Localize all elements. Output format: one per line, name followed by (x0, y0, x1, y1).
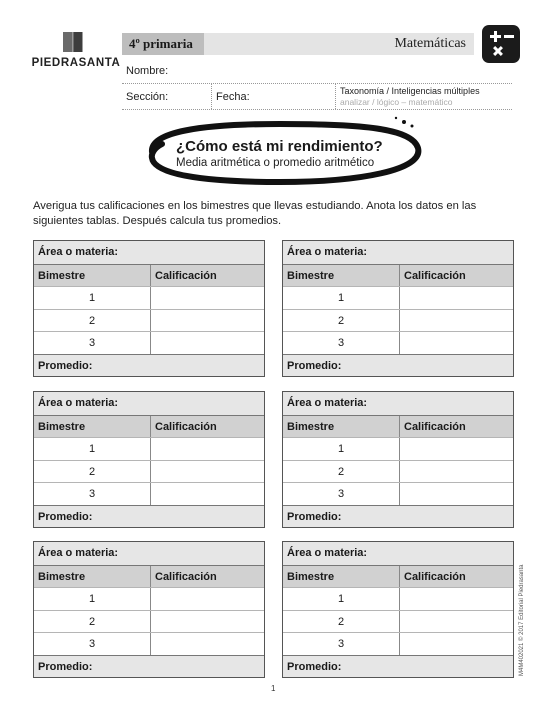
column-header-row (34, 415, 264, 438)
table-row (34, 610, 264, 633)
bimestre-number: 1 (337, 292, 345, 304)
table-row (34, 632, 264, 655)
column-header-row (283, 415, 513, 438)
grade-table (33, 240, 265, 377)
column-header-calificacion: Calificación (150, 566, 264, 588)
bimestre-number: 3 (88, 337, 96, 349)
name-row (122, 58, 512, 84)
bimestre-number: 1 (88, 443, 96, 455)
grade-cell[interactable] (150, 310, 264, 332)
column-header-bimestre: Bimestre (287, 269, 335, 282)
column-header-bimestre: Bimestre (38, 570, 86, 583)
column-header-bimestre: Bimestre (287, 570, 335, 583)
bimestre-number: 2 (88, 615, 96, 628)
bimestre-number: 2 (337, 465, 345, 478)
column-header-row (283, 565, 513, 588)
average-row (283, 655, 513, 678)
table-row (283, 460, 513, 483)
column-header-row (283, 264, 513, 287)
bimestre-number: 2 (337, 314, 345, 327)
table-row (283, 587, 513, 610)
instructions-text: Averigua tus calificaciones en los bimestres que llevas estudiando. Anota los datos en las siguientes tablas. Después calcula tus promedios. (33, 200, 477, 227)
grade-cell[interactable] (399, 287, 513, 309)
area-label: Área o materia: (38, 397, 119, 409)
average-row (34, 505, 264, 528)
activity-subtitle: Media aritmética o promedio aritmético (176, 157, 375, 169)
column-header-row (34, 565, 264, 588)
grade-cell[interactable] (150, 588, 264, 610)
grade-label: 4º primaria (122, 33, 204, 55)
average-label: Promedio: (287, 660, 342, 673)
column-header-bimestre: Bimestre (38, 420, 86, 433)
grade-table (33, 391, 265, 528)
grade-cell[interactable] (399, 588, 513, 610)
grade-cell[interactable] (150, 633, 264, 655)
divider (335, 84, 336, 109)
bimestre-number: 2 (88, 465, 96, 478)
section-label: Sección: (126, 91, 169, 103)
area-label: Área o materia: (287, 246, 368, 258)
average-label: Promedio: (287, 359, 342, 372)
bimestre-number: 1 (88, 593, 96, 605)
table-row (34, 587, 264, 610)
publisher-logo (30, 30, 122, 70)
taxonomy-title: Taxonomía / Inteligencias múltiples (340, 86, 480, 96)
table-row (34, 331, 264, 354)
table-row (283, 610, 513, 633)
side-credit: M4M402021 © 2017 Editorial Piedrasanta (519, 564, 525, 676)
grade-cell[interactable] (399, 483, 513, 505)
area-row (283, 392, 513, 415)
book-icon (61, 30, 85, 54)
grade-table (282, 391, 514, 528)
average-row (283, 505, 513, 528)
column-header-calificacion: Calificación (399, 265, 513, 287)
area-label: Área o materia: (287, 397, 368, 409)
bimestre-number: 3 (337, 337, 345, 349)
area-row (283, 542, 513, 565)
bimestre-number: 1 (337, 593, 345, 605)
bimestre-number: 3 (88, 638, 96, 650)
grade-cell[interactable] (150, 483, 264, 505)
average-label: Promedio: (38, 660, 93, 673)
subject-label: Matemáticas (394, 36, 466, 51)
grade-cell[interactable] (150, 438, 264, 460)
column-header-calificacion: Calificación (399, 416, 513, 438)
table-row (283, 331, 513, 354)
average-row (34, 655, 264, 678)
area-row (34, 542, 264, 565)
publisher-name: PIEDRASANTA (31, 57, 121, 69)
bimestre-number: 3 (337, 638, 345, 650)
table-row (34, 460, 264, 483)
activity-title: ¿Cómo está mi rendimiento? (176, 138, 383, 155)
bimestre-number: 3 (88, 488, 96, 500)
table-row (283, 437, 513, 460)
column-header-calificacion: Calificación (150, 265, 264, 287)
table-row (283, 309, 513, 332)
grade-cell[interactable] (150, 332, 264, 354)
area-label: Área o materia: (287, 547, 368, 559)
bimestre-number: 3 (337, 488, 345, 500)
column-header-calificacion: Calificación (150, 416, 264, 438)
name-label: Nombre: (126, 65, 169, 77)
grade-cell[interactable] (399, 310, 513, 332)
average-row (34, 354, 264, 377)
table-row (34, 286, 264, 309)
table-row (34, 437, 264, 460)
bimestre-number: 2 (88, 314, 96, 327)
table-row (283, 632, 513, 655)
column-header-bimestre: Bimestre (287, 420, 335, 433)
average-row (283, 354, 513, 377)
grade-cell[interactable] (150, 611, 264, 633)
grade-cell[interactable] (399, 633, 513, 655)
bimestre-number: 2 (337, 615, 345, 628)
average-label: Promedio: (38, 359, 93, 372)
divider (211, 84, 212, 109)
grade-cell[interactable] (399, 611, 513, 633)
grade-cell[interactable] (399, 461, 513, 483)
page-number: 1 (271, 684, 276, 693)
column-header-row (34, 264, 264, 287)
table-row (34, 482, 264, 505)
grade-table (33, 541, 265, 678)
section-date-row (122, 84, 512, 110)
grade-table (282, 541, 514, 678)
area-label: Área o materia: (38, 246, 119, 258)
grade-cell[interactable] (399, 332, 513, 354)
column-header-calificacion: Calificación (399, 566, 513, 588)
grade-table (282, 240, 514, 377)
average-label: Promedio: (38, 510, 93, 523)
area-row (283, 241, 513, 264)
average-label: Promedio: (287, 510, 342, 523)
table-row (283, 482, 513, 505)
area-label: Área o materia: (38, 547, 119, 559)
taxonomy-subtitle: analizar / lógico – matemático (340, 97, 453, 107)
bimestre-number: 1 (337, 443, 345, 455)
column-header-bimestre: Bimestre (38, 269, 86, 282)
grade-subject-bar (122, 33, 474, 55)
bimestre-number: 1 (88, 292, 96, 304)
area-row (34, 392, 264, 415)
table-row (283, 286, 513, 309)
date-label: Fecha: (216, 91, 250, 103)
area-row (34, 241, 264, 264)
grade-cell[interactable] (150, 461, 264, 483)
grade-cell[interactable] (150, 287, 264, 309)
table-row (34, 309, 264, 332)
grade-cell[interactable] (399, 438, 513, 460)
